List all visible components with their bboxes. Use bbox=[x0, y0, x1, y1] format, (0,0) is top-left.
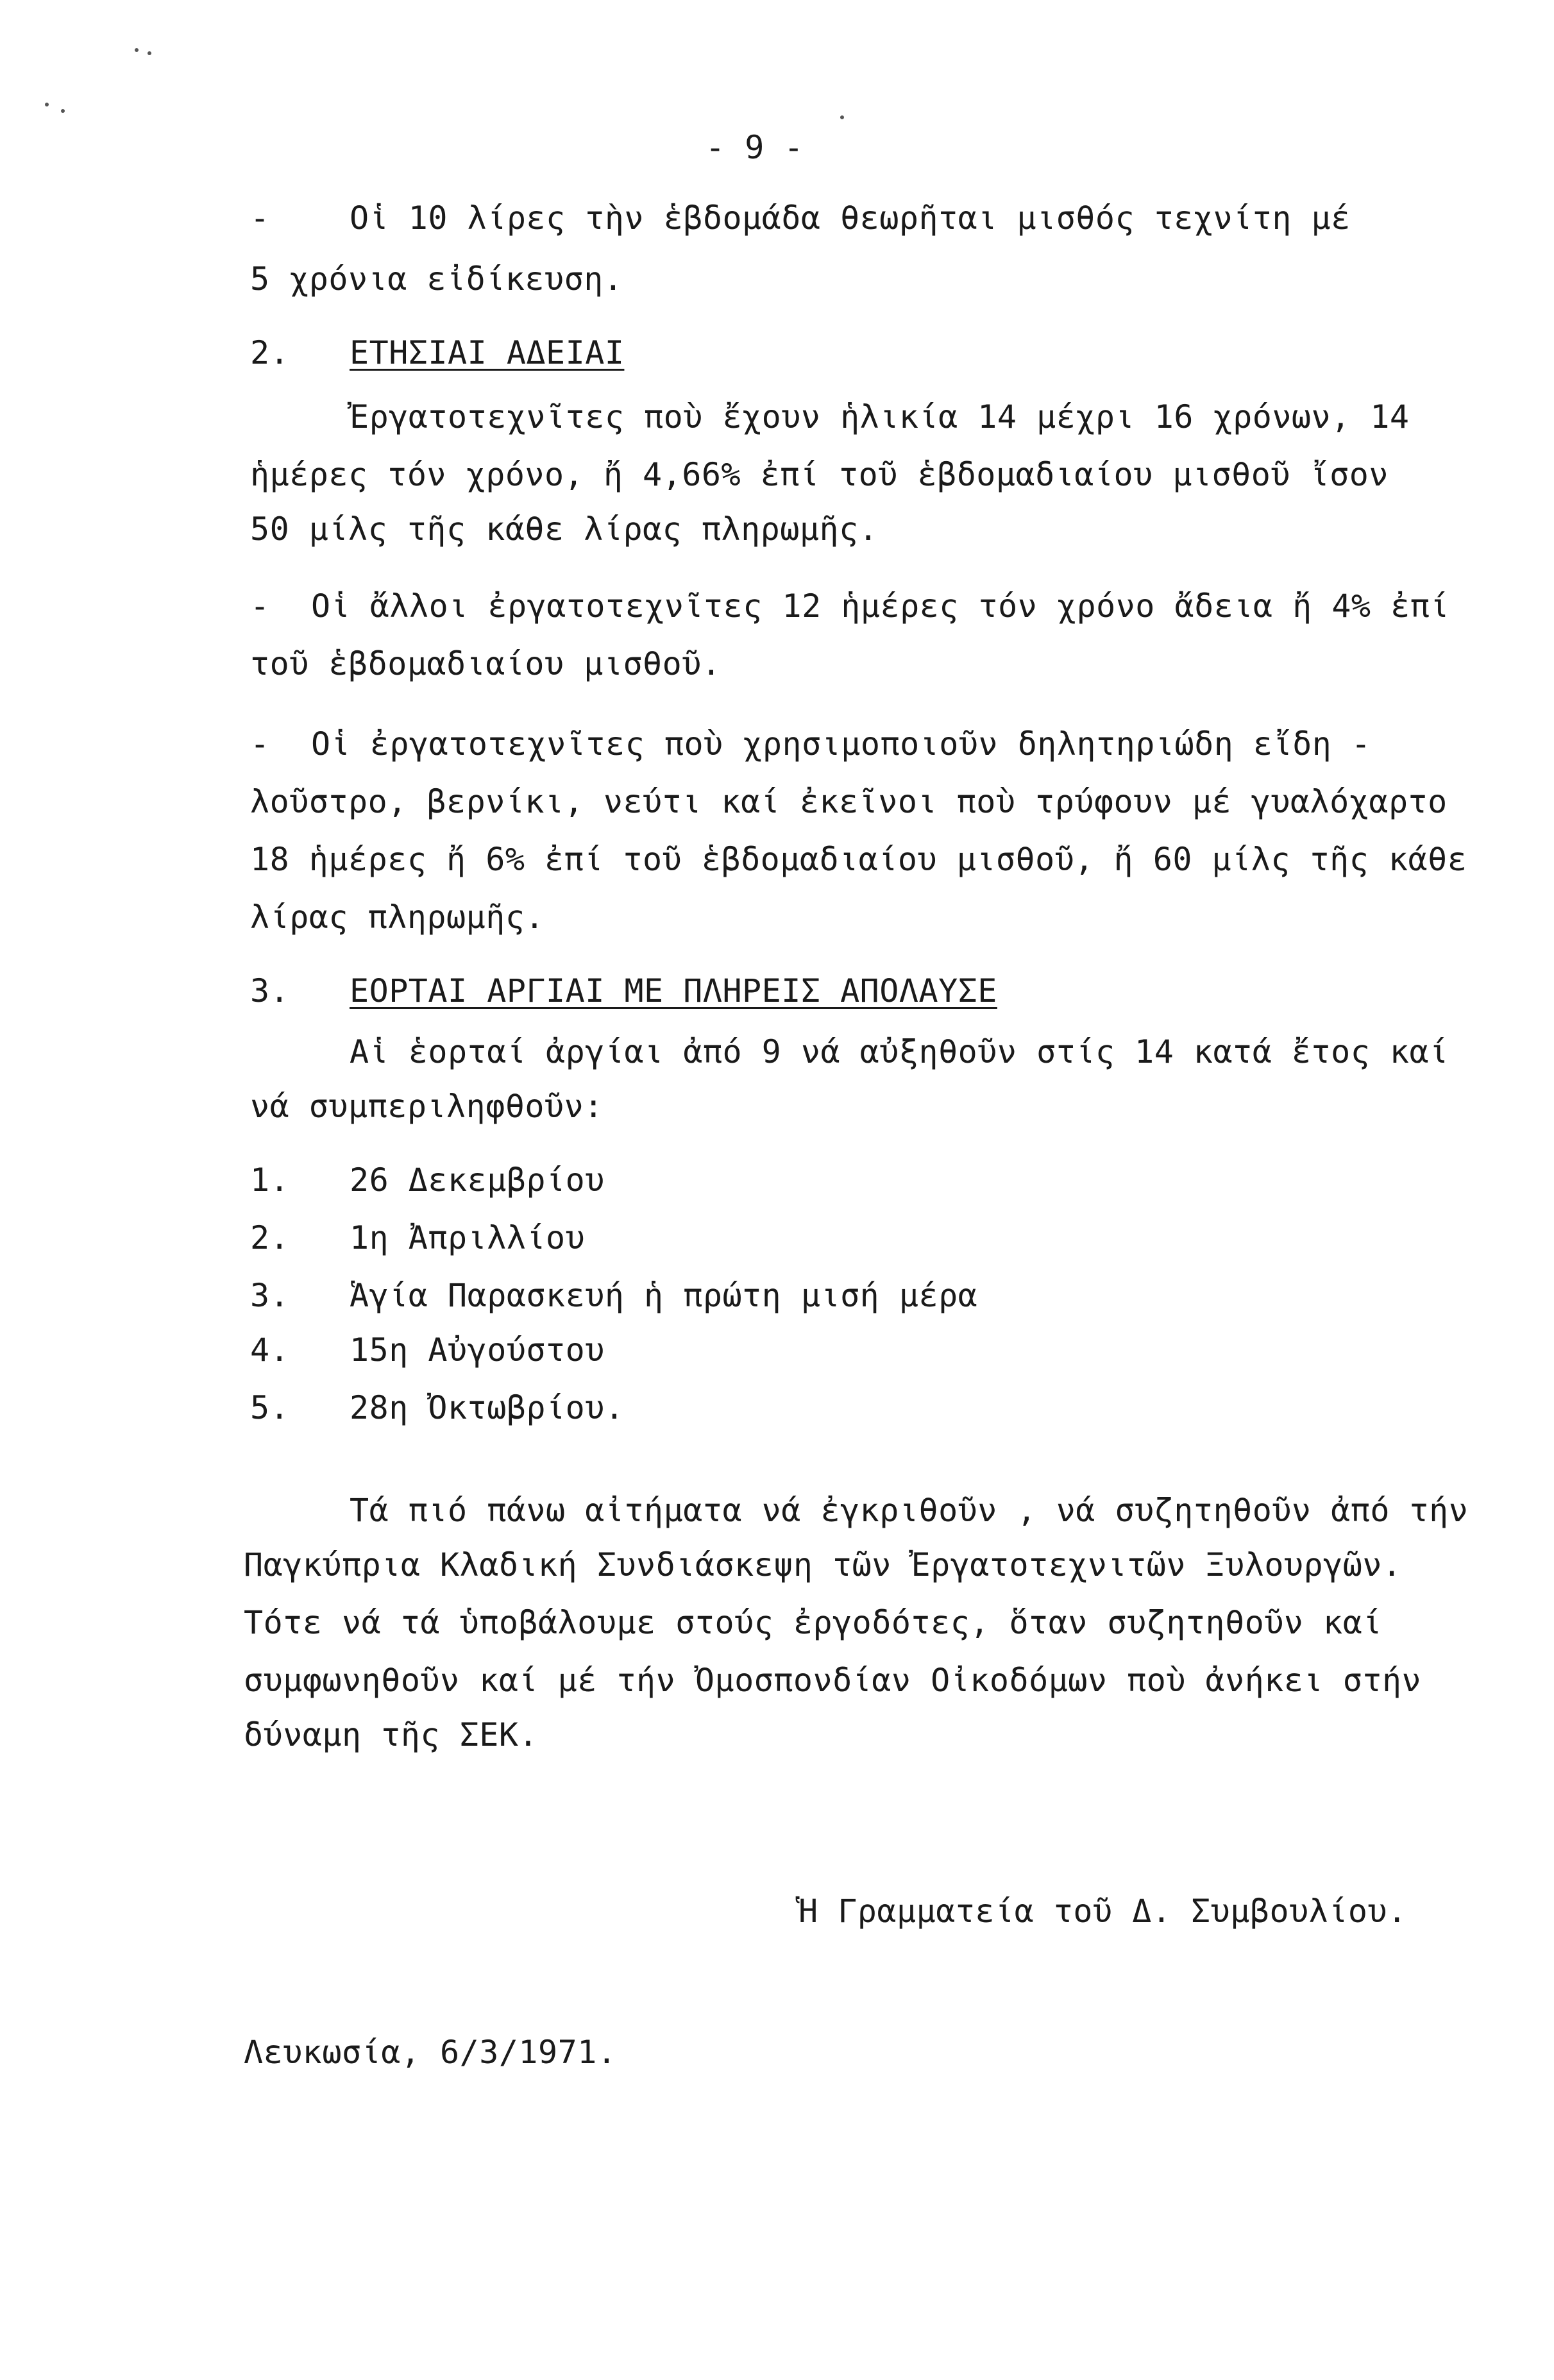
holiday-item-text: Ἁγία Παρασκευή ἡ πρώτη μισή μέρα bbox=[350, 1277, 978, 1314]
para1-line2: 5 χρόνια εἰδίκευση. bbox=[250, 260, 623, 298]
section3-number: 3. bbox=[250, 972, 290, 1009]
section2-number: 2. bbox=[250, 334, 290, 371]
closing-line3: Τότε νά τά ὑποβάλουμε στούς ἐργοδότες, ὅταν συζητηθοῦν καί bbox=[244, 1604, 1382, 1641]
section2-p1-line3: 50 μίλς τῆς κάθε λίρας πληρωμῆς. bbox=[250, 511, 879, 548]
scan-speck bbox=[840, 115, 844, 119]
scan-speck bbox=[45, 103, 49, 106]
place-date: Λευκωσία, 6/3/1971. bbox=[244, 2034, 617, 2071]
para1-line1: Οἱ 10 λίρες τὴν ἑβδομάδα θεωρῆται μισθός τεχνίτη μέ bbox=[350, 199, 1351, 237]
holiday-item-num: 4. bbox=[250, 1331, 290, 1369]
holiday-item-text: 15η Αὐγούστου bbox=[350, 1331, 605, 1369]
section3-heading: ΕΟΡΤΑΙ ΑΡΓΙΑΙ ΜΕ ΠΛΗΡΕΙΣ ΑΠΟΛΑΥΣΕ bbox=[350, 972, 997, 1009]
holiday-item-num: 3. bbox=[250, 1277, 290, 1314]
closing-line5: δύναμη τῆς ΣΕΚ. bbox=[244, 1716, 539, 1753]
holiday-item-text: 26 Δεκεμβρίου bbox=[350, 1161, 605, 1199]
signature: Ἡ Γραμματεία τοῦ Δ. Συμβουλίου. bbox=[798, 1893, 1407, 1930]
section2-p2-line1: Οἱ ἄλλοι ἐργατοτεχνῖτες 12 ἡμέρες τόν χρόνο ἄδεια ἤ 4% ἐπί bbox=[311, 587, 1449, 625]
section2-dash2: - bbox=[250, 587, 270, 625]
holiday-item-num: 5. bbox=[250, 1389, 290, 1426]
section3-intro-line1: Αἱ ἑορταί ἀργίαι ἀπό 9 νά αὐξηθοῦν στίς 14 κατά ἔτος καί bbox=[350, 1033, 1449, 1070]
closing-line2: Παγκύπρια Κλαδική Συνδιάσκεψη τῶν Ἐργατοτεχνιτῶν Ξυλουργῶν. bbox=[244, 1546, 1402, 1583]
section2-p3-line1: Οἱ ἐργατοτεχνῖτες ποὺ χρησιμοποιοῦν δηλητηριώδη εἴδη - bbox=[311, 725, 1371, 763]
scan-speck bbox=[135, 48, 139, 52]
section2-p2-line2: τοῦ ἑβδομαδιαίου μισθοῦ. bbox=[250, 645, 722, 682]
section2-p1-line1: Ἐργατοτεχνῖτες ποὺ ἔχουν ἡλικία 14 μέχρι 16 χρόνων, 14 bbox=[350, 398, 1410, 435]
holiday-item-num: 2. bbox=[250, 1219, 290, 1256]
section2-heading: ΕΤΗΣΙΑΙ ΑΔΕΙΑΙ bbox=[350, 334, 625, 371]
holiday-item-text: 1η Ἀπριλλίου bbox=[350, 1219, 586, 1256]
section2-p3-line2: λοῦστρο, βερνίκι, νεύτι καί ἐκεῖνοι ποὺ τρύφουν μέ γυαλόχαρτο bbox=[250, 783, 1448, 820]
section3-intro-line2: νά συμπεριληφθοῦν: bbox=[250, 1088, 604, 1125]
para1-dash: - bbox=[250, 199, 270, 237]
section2-p3-line4: λίρας πληρωμῆς. bbox=[250, 899, 545, 936]
scan-speck bbox=[61, 109, 65, 113]
page-number: - 9 - bbox=[705, 129, 804, 166]
holiday-item-num: 1. bbox=[250, 1161, 290, 1199]
scan-speck bbox=[148, 51, 151, 55]
section2-dash3: - bbox=[250, 725, 270, 763]
section2-p1-line2: ἡμέρες τόν χρόνο, ἤ 4,66% ἐπί τοῦ ἑβδομαδιαίου μισθοῦ ἴσον bbox=[250, 456, 1389, 493]
closing-line1: Τά πιό πάνω αἰτήματα νά ἐγκριθοῦν , νά συζητηθοῦν ἀπό τήν bbox=[350, 1492, 1469, 1529]
closing-line4: συμφωνηθοῦν καί μέ τήν Ὀμοσπονδίαν Οἰκοδόμων ποὺ ἀνήκει στήν bbox=[244, 1662, 1422, 1699]
holiday-item-text: 28η Ὀκτωβρίου. bbox=[350, 1389, 625, 1426]
section2-p3-line3: 18 ἡμέρες ἤ 6% ἐπί τοῦ ἑβδομαδιαίου μισθοῦ, ἤ 60 μίλς τῆς κάθε bbox=[250, 841, 1467, 878]
